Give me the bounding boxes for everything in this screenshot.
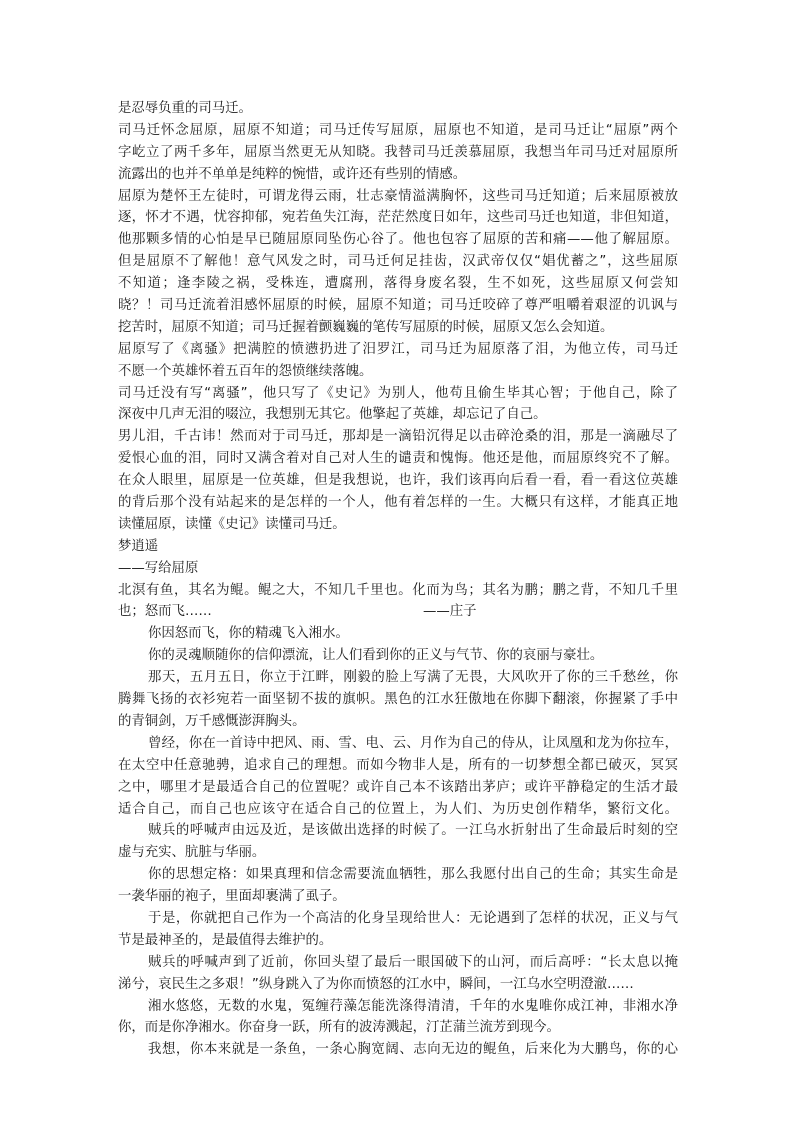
paragraph-line: 爱恨心血的泪，同时又满含着对自己对人生的谴责和愧悔。他还是他，而屈原终究不了解。 [118,451,678,467]
paragraph-line: 屈原为楚怀王左徒时，可谓龙得云雨，壮志豪情溢满胸怀，这些司马迁知道；后来屈原被放 [118,188,678,204]
paragraph-line: 男儿泪，千古讳！然而对于司马迁，那却是一滴铅沉得足以击碎沧桑的泪，那是一滴融尽了 [118,429,678,445]
paragraph-line: 于是，你就把自己作为一个高洁的化身呈现给世人：无论遇到了怎样的状况，正义与气 [148,910,678,926]
paragraph-line: 你的思想定格：如果真理和信念需要流血牺牲，那么我愿付出自己的生命；其实生命是 [148,867,678,883]
paragraph-line: 的背后那个没有站起来的是怎样的一个人，他有着怎样的一生。大概只有这样，才能真正地 [118,495,678,511]
essay-title: 梦逍遥 [118,538,159,554]
essay-part-2 [118,536,678,1061]
paragraph-line: 涕兮，哀民生之多艰！”纵身跳入了为你而愤怒的江水中，瞬间，一江乌水空明澄澈…… [118,976,634,992]
essay-part-1 [118,98,678,536]
paragraph-line: 虚与充实、肮脏与华丽。 [118,845,266,861]
paragraph-line: 适合自己，而自己也应该守在适合自己的位置上，为人们、为历史创作精华，繁衍文化。 [118,801,678,817]
epigraph-line: 也；怒而飞…… [118,604,212,620]
paragraph-line: 但是屈原不了解他！意气风发之时，司马迁何足挂齿，汉武帝仅仅“娼优蓄之”，这些屈原 [118,254,678,270]
paragraph-line: 我想，你本来就是一条鱼，一条心胸宽阔、志向无边的鲲鱼，后来化为大鹏鸟，你的心 [148,1042,678,1058]
paragraph-line: 字屹立了两千多年，屈原当然更无从知晓。我替司马迁羡慕屈原，我想当年司马迁对屈原所 [118,144,678,160]
paragraph-line: 湘水悠悠，无数的水鬼，冤缠荇藻怎能洗涤得清清，千年的水鬼唯你成江神，非湘水净 [148,998,678,1014]
paragraph-line: 是忍辱负重的司马迁。 [118,101,252,116]
paragraph-line: 屈原写了《离骚》把满腔的愤懑扔进了汨罗江，司马迁为屈原落了泪，为他立传，司马迁 [118,341,678,357]
paragraph-line: 不知道；逢李陵之祸，受株连，遭腐刑，落得身废名裂，生不如死，这些屈原又何尝知 [118,276,678,292]
paragraph-line: 读懂屈原，读懂《史记》读懂司马迁。 [118,516,346,532]
paragraph-line: 挖苦时，屈原不知道；司马迁握着颤巍巍的笔传写屈原的时候，屈原又怎么会知道。 [118,319,614,335]
paragraph-line: 曾经，你在一首诗中把风、雨、雪、电、云、月作为自己的侍从，让凤凰和龙为你拉车， [148,735,678,751]
paragraph-line: 不愿一个英雄怀着五百年的怨愤继续落魄。 [118,363,373,379]
paragraph-line: 逐，怀才不遇，忧容抑郁，宛若鱼失江海，茫茫然度日如年，这些司马迁也知道，非但知道， [118,210,678,226]
paragraph-line: 你的灵魂顺随你的信仰漂流，让人们看到你的正义与气节、你的哀丽与豪壮。 [148,648,604,664]
paragraph-line: 贼兵的呼喊声到了近前，你回头望了最后一眼国破下的山河，而后高呼：“长太息以掩 [148,954,678,970]
paragraph-line: 贼兵的呼喊声由远及近，是该做出选择的时候了。一江乌水折射出了生命最后时刻的空 [148,823,678,839]
essay-subtitle: ——写给屈原 [118,560,199,576]
paragraph-line: 之中，哪里才是最适合自己的位置呢？或许自己本不该踏出茅庐；或许平静稳定的生活才最 [118,779,678,795]
epigraph-author: ——庄子 [423,604,477,620]
paragraph-line: 流露出的也并不单单是纯粹的惋惜，或许还有些别的情感。 [118,166,467,182]
paragraph-line: 在太空中任意驰骋，追求自己的理想。而如今物非人是，所有的一切梦想全都已破灭，冥冥 [118,757,678,773]
paragraph-line: 那天，五月五日，你立于江畔，刚毅的脸上写满了无畏，大风吹开了你的三千愁丝，你 [148,670,678,686]
paragraph-line: 他那颗多情的心怕是早已随屈原同坠伤心谷了。他也包容了屈原的苦和痛——他了解屈原。 [118,232,678,248]
document-page [118,98,678,1061]
paragraph-line: 司马迁没有写“离骚”，他只写了《史记》为别人，他苟且偷生毕其心智；于他自己，除了 [118,385,678,401]
paragraph-line: 腾舞飞扬的衣衫宛若一面坚韧不拔的旗帜。黑色的江水狂傲地在你脚下翻滚，你握紧了手中 [118,692,678,708]
paragraph-line: 司马迁怀念屈原，屈原不知道；司马迁传写屈原，屈原也不知道，是司马迁让“屈原”两个 [118,122,678,138]
epigraph-line: 北溟有鱼，其名为鲲。鲲之大，不知几千里也。化而为鸟；其名为鹏；鹏之背，不知几千里 [118,582,678,598]
epigraph-row [118,601,678,623]
paragraph-line: 晓？！司马迁流着泪感怀屈原的时候，屈原不知道；司马迁咬碎了尊严咀嚼着艰涩的讥讽与 [118,298,678,314]
paragraph-line: 你，而是你净湘水。你奋身一跃，所有的波涛溅起，汀芷蒲兰流芳到现今。 [118,1020,560,1036]
paragraph-line: 深夜中几声无泪的啜泣，我想别无其它。他擎起了英雄，却忘记了自己。 [118,407,547,423]
paragraph-line: 节是最神圣的，是最值得去维护的。 [118,932,333,948]
paragraph-line: 一袭华丽的袍子，里面却裹满了虱子。 [118,889,346,905]
paragraph-line: 你因怒而飞，你的精魂飞入湘水。 [148,626,349,642]
paragraph-line: 在众人眼里，屈原是一位英雄，但是我想说，也许，我们该再向后看一看，看一看这位英雄 [118,473,678,489]
paragraph-line: 的青铜剑，万千感慨澎湃胸头。 [118,713,306,729]
